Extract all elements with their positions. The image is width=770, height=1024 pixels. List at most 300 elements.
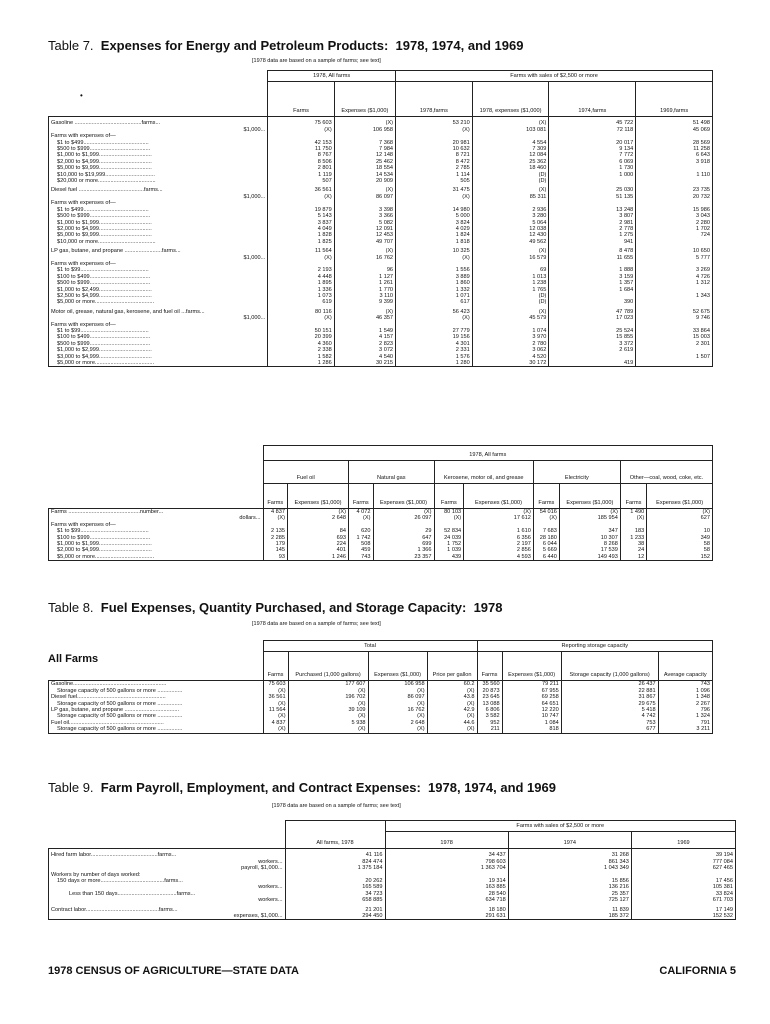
cell-value: 4 520 [472,354,549,360]
row-label: Storage capacity of 500 gallons or more ................ [57,726,183,733]
cell-value: (X) [472,306,549,315]
row-label: $1,000 to $2,499.................................. [57,286,152,293]
cell-value: 36 561 [263,694,288,700]
cell-value: 617 [396,299,473,305]
cell-value: 35 560 [477,681,502,688]
cell-value: 31 475 [396,184,473,193]
cell-value: 58 [647,541,713,547]
cell-value: 5 669 [533,547,559,553]
table7 [48,70,713,367]
cell-value: 401 [287,547,348,553]
cell-value: 11 655 [549,255,636,261]
cell-value: 1 860 [396,280,473,286]
cell-value: 2 193 [268,267,334,273]
cell-value: 23 735 [636,184,713,193]
cell-value: 8 767 [268,152,334,158]
row-label: $500 to $999....................................... [57,213,151,220]
t7-sub-col-farms: Farms [533,484,559,509]
row-label: $1,000... [243,126,266,133]
cell-value: 2 331 [396,347,473,353]
cell-value: 165 589 [285,884,385,890]
t7-sub-col-expenses: Expenses ($1,000) [464,484,534,509]
t7-hdr-sales: Farms with sales of $2,500 or more [396,71,713,82]
cell-value: (X) [427,713,477,719]
cell-value: (X) [287,509,348,516]
row-label: $500 to $999....................................... [57,146,151,153]
t9-hdr-allfarms: All farms, 1978 [285,821,385,849]
t8-hdr-expenses: Expenses ($1,000) [368,652,427,681]
cell-value: 185 372 [508,913,631,920]
t7-hdr-farms1978: 1978,farms [396,82,473,117]
cell-value: 459 [349,547,373,553]
t7-sub-title: 1978, All farms [263,446,713,461]
cell-value: 1 000 [549,172,636,178]
cell-value: 80 103 [434,509,464,516]
cell-value: 439 [434,554,464,561]
cell-value: 10 650 [636,245,713,254]
cell-value: 1 336 [268,287,334,293]
cell-value: 1 752 [434,541,464,547]
cell-value: (X) [427,688,477,694]
cell-value: 19 314 [385,878,508,884]
cell-value: 46 357 [334,315,395,321]
cell-value: 4 157 [334,334,395,340]
cell-value: 4 448 [268,274,334,280]
footer-census-title: 1978 CENSUS OF AGRICULTURE—STATE DATA [48,965,299,977]
t7-hdr-allfarms: 1978, All farms [268,71,396,82]
cell-value: 30 215 [334,360,395,367]
table-row [49,306,713,315]
cell-value: 3 918 [636,159,713,165]
cell-value: 8 478 [549,245,636,254]
table-row [49,360,713,367]
cell-value: 20 399 [268,334,334,340]
t8-hdr-expenses2: Expenses ($1,000) [502,652,561,681]
row-label: $1,000... [243,315,266,322]
cell-value: (X) [263,701,288,707]
t7-sub-col-expenses: Expenses ($1,000) [559,484,620,509]
table8 [48,640,713,734]
cell-value: 3 807 [549,213,636,219]
cell-value: 7 772 [549,152,636,158]
t7-hdr-farms: Farms [268,82,334,117]
cell-value: 18 554 [334,165,395,171]
row-label: Hired farm labor...........................................farms... [51,852,177,859]
cell-value: 51 135 [549,194,636,200]
cell-value: 1 702 [636,226,713,232]
cell-value: (D) [472,293,549,299]
table-row [49,681,713,688]
cell-value: 1 549 [334,328,395,334]
row-label: Diesel fuel......................................................... [51,694,166,701]
t7-sub-col-expenses: Expenses ($1,000) [373,484,434,509]
cell-value: 17 612 [464,515,534,521]
cell-value: 6 044 [533,541,559,547]
cell-value: 2 285 [263,535,287,541]
cell-value: 952 [477,720,502,726]
cell-value: 103 081 [472,127,549,133]
cell-value: 2 981 [549,220,636,226]
cell-value: 5 418 [561,707,658,713]
cell-value: 4 726 [636,274,713,280]
row-label: $1,000... [243,193,266,200]
cell-value: 1 073 [268,293,334,299]
cell-value: 43.8 [427,694,477,700]
cell-value: 13 248 [549,207,636,213]
row-label: $1 to $499.......................................... [57,206,149,213]
cell-value: 1 286 [268,360,334,367]
cell-value: 743 [349,554,373,561]
cell-value: 693 [287,535,348,541]
cell-value: 3 889 [396,274,473,280]
cell-value: (X) [268,127,334,133]
cell-value: 10 307 [559,535,620,541]
cell-value: 12 453 [334,232,395,238]
cell-value: 1 582 [268,354,334,360]
cell-value: 85 311 [472,194,549,200]
cell-value: 93 [263,554,287,561]
row-label: Storage capacity of 500 gallons or more ................ [57,687,183,694]
cell-value: 11 564 [268,245,334,254]
cell-value: 1 332 [396,287,473,293]
cell-value: 12 091 [334,226,395,232]
cell-value: 75 603 [263,681,288,688]
cell-value: 79 211 [502,681,561,688]
cell-value: 2 936 [472,207,549,213]
cell-value: 7 683 [533,528,559,534]
cell-value: 29 [373,528,434,534]
cell-value: 136 216 [508,884,631,890]
table-row [49,245,713,254]
row-label: $2,000 to $4,999.................................. [57,158,152,165]
cell-value: 6 806 [477,707,502,713]
t8-hdr-price: Price per gallon [427,652,477,681]
row-label: workers... [258,884,283,891]
row-label: Farms with expenses of— [51,133,116,140]
cell-value: 163 885 [385,884,508,890]
row-label: Motor oil, grease, natural gas, kerosene, and fuel oil ...farms... [51,308,205,315]
cell-value: 2 135 [263,528,287,534]
cell-value: 3 582 [477,713,502,719]
cell-value: 17 023 [549,315,636,321]
t7-sub-group-header: Natural gas [349,461,435,484]
row-label: $2,000 to $4,999.................................. [57,225,152,232]
t9-hdr-1974: 1974 [508,832,631,849]
cell-value: 8 506 [268,159,334,165]
t7-sub-group-header: Electricity [533,461,620,484]
cell-value: 1 366 [373,547,434,553]
cell-value: 1 556 [396,267,473,273]
cell-value: 4 049 [268,226,334,232]
cell-value: 1 312 [636,280,713,286]
cell-value: 1 127 [334,274,395,280]
cell-value: 152 [647,554,713,561]
cell-value: 3 159 [549,274,636,280]
cell-value: 1 357 [549,280,636,286]
cell-value: 2 619 [549,347,636,353]
cell-value: 1 074 [472,328,549,334]
cell-value: 634 718 [385,897,508,903]
cell-value: 75 603 [268,117,334,127]
cell-value: 185 954 [559,515,620,521]
t7-sub-group-header: Kerosene, motor oil, and grease [434,461,533,484]
cell-value: 507 [268,178,334,184]
cell-value: 1 684 [549,287,636,293]
cell-value: 1 610 [464,528,534,534]
row-label: Storage capacity of 500 gallons or more ................ [57,700,183,707]
cell-value: 725 127 [508,897,631,903]
cell-value: 56 423 [396,306,473,315]
t7-sub-col-expenses: Expenses ($1,000) [647,484,713,509]
row-label: $5,000 or more...................................... [57,299,154,306]
row-label: Farms with expenses of— [51,200,116,207]
cell-value: 25 362 [472,159,549,165]
cell-value: 4 360 [268,341,334,347]
cell-value: 1 233 [620,535,646,541]
row-label: Farms with expenses of— [51,260,116,267]
cell-value: (X) [368,688,427,694]
table-row [49,913,736,920]
cell-value: 26 097 [373,515,434,521]
cell-value: 1 730 [549,165,636,171]
row-label: Farms ..............................................number... [51,509,164,515]
cell-value: 1 096 [658,688,712,694]
cell-value: (X) [263,515,287,521]
cell-value: 17 456 [631,878,735,884]
cell-value: 52 675 [636,306,713,315]
row-label: expenses, $1,000... [233,913,283,920]
cell-value: (X) [427,701,477,707]
cell-value: 96 [334,267,395,273]
cell-value: 31 867 [561,694,658,700]
row-label: $100 to $499....................................... [57,334,151,341]
cell-value: 20 873 [477,688,502,694]
row-label: $1,000 to $2,999.................................. [57,347,152,354]
cell-value: 505 [396,178,473,184]
cell-value: 1 888 [549,267,636,273]
cell-value: 619 [268,299,334,305]
cell-value: 4 301 [396,341,473,347]
row-label: $5,000 to $9,999.................................. [57,165,152,172]
cell-value: 3 110 [334,293,395,299]
cell-value: 3 398 [334,207,395,213]
cell-value: 17 539 [559,547,620,553]
cell-value: 3 837 [268,220,334,226]
cell-value: 677 [561,726,658,733]
cell-value: 105 381 [631,884,735,890]
table9 [48,820,736,920]
cell-value: 3 366 [334,213,395,219]
cell-value: 34 437 [385,849,508,859]
cell-value: (X) [288,726,368,733]
cell-value: 11 839 [508,904,631,913]
cell-value: 16 762 [334,255,395,261]
cell-value: 508 [349,541,373,547]
cell-value: 724 [636,232,713,238]
cell-value: 60.2 [427,681,477,688]
cell-value: 28 180 [533,535,559,541]
cell-value: 4 029 [396,226,473,232]
cell-value: 671 703 [631,897,735,903]
t7-hdr-farms1969: 1969,farms [636,82,713,117]
cell-value: 54 016 [533,509,559,516]
cell-value: 1 261 [334,280,395,286]
row-label: $2,500 to $4,999.................................. [57,292,152,299]
cell-value: 42 153 [268,140,334,146]
cell-value: 64 651 [502,701,561,707]
table7-title: Table 7. Expenses for Energy and Petroleum Products: 1978, 1974, and 1969 [48,38,524,53]
cell-value: 10 [647,528,713,534]
cell-value: 3 043 [636,213,713,219]
cell-value: 4 593 [464,554,534,561]
cell-value: 1 324 [658,713,712,719]
cell-value: 658 885 [285,897,385,903]
cell-value: 8 268 [559,541,620,547]
cell-value: 12 084 [472,152,549,158]
cell-value: 80 116 [268,306,334,315]
row-label: LP gas, butane, and propane ................................... [51,707,180,714]
cell-value: 5 143 [268,213,334,219]
cell-value: 72 118 [549,127,636,133]
cell-value: 9 746 [636,315,713,321]
cell-value: 44.6 [427,720,477,726]
cell-value: 2 267 [658,701,712,707]
cell-value: 45 069 [636,127,713,133]
cell-value: 8 721 [396,152,473,158]
cell-value: 51 498 [636,117,713,127]
cell-value: 11 750 [268,146,334,152]
cell-value: 1 576 [396,354,473,360]
cell-value: 294 450 [285,913,385,920]
cell-value: 45 579 [472,315,549,321]
cell-value: 4 540 [334,354,395,360]
cell-value: 2 780 [472,341,549,347]
all-farms-heading: All Farms [48,653,99,665]
cell-value: 824 474 [285,859,385,865]
table-row [49,184,713,193]
t7-hdr-expenses: Expenses ($1,000) [334,82,395,117]
cell-value: 1 507 [636,354,713,360]
cell-value: 18 180 [385,904,508,913]
cell-value: 84 [287,528,348,534]
t7-sub-col-expenses: Expenses ($1,000) [287,484,348,509]
cell-value: 1 895 [268,280,334,286]
t8-hdr-farms: Farms [263,652,288,681]
cell-value: 24 039 [434,535,464,541]
row-label: $5,000 or more...................................... [57,553,154,560]
row-label: $5,000 to $9,999.................................. [57,232,152,239]
row-label: $1,000 to $1,999.................................. [57,219,152,226]
cell-value: 753 [561,720,658,726]
cell-value: 28 569 [636,140,713,146]
cell-value: 14 534 [334,172,395,178]
cell-value: (X) [427,726,477,733]
cell-value: 6 356 [464,535,534,541]
row-label: $2,000 to $4,999.................................. [57,547,152,554]
cell-value: 9 134 [549,146,636,152]
cell-value: 29 675 [561,701,658,707]
cell-value: 1 275 [549,232,636,238]
cell-value: 699 [373,541,434,547]
cell-value: 1 343 [636,293,713,299]
cell-value: 86 097 [334,194,395,200]
cell-value: 291 631 [385,913,508,920]
t9-hdr-1978: 1978 [385,832,508,849]
cell-value: 2 778 [549,226,636,232]
t8-hdr-farms2: Farms [477,652,502,681]
cell-value: 33 824 [631,891,735,897]
cell-value: 22 881 [561,688,658,694]
cell-value: 1 119 [268,172,334,178]
table-row [49,509,713,516]
cell-value: 24 [620,547,646,553]
cell-value: 2 301 [636,341,713,347]
t8-hdr-total: Total [263,641,477,652]
cell-value: (X) [334,245,395,254]
cell-value: 3 970 [472,334,549,340]
cell-value: (X) [533,515,559,521]
cell-value: (D) [472,178,549,184]
cell-value: 25 524 [549,328,636,334]
cell-value: 3 372 [549,341,636,347]
cell-value: 2 197 [464,541,534,547]
cell-value: 19 156 [396,334,473,340]
t7-sub-col-farms: Farms [263,484,287,509]
cell-value: 7 309 [472,146,549,152]
cell-value: 12 430 [472,232,549,238]
cell-value: 31 268 [508,849,631,859]
cell-value: 4 837 [263,509,287,516]
cell-value: 69 [472,267,549,273]
cell-value: (X) [373,509,434,516]
cell-value: (X) [288,701,368,707]
cell-value: 818 [502,726,561,733]
cell-value: (X) [349,515,373,521]
t7-sub-group-header: Other—coal, wood, coke, etc. [620,461,712,484]
cell-value: 196 702 [288,694,368,700]
cell-value: 12 148 [334,152,395,158]
cell-value: 106 958 [368,681,427,688]
cell-value: 743 [658,681,712,688]
table-row [49,117,713,127]
t9-hdr-sales: Farms with sales of $2,500 or more [385,821,736,832]
cell-value: 4 837 [263,720,288,726]
cell-value: 45 722 [549,117,636,127]
cell-value: 3 062 [472,347,549,353]
row-label: Contract labor...............................................farms... [51,906,178,913]
cell-value: (X) [263,713,288,719]
cell-value: 1 363 704 [385,865,508,871]
cell-value: 12 038 [472,226,549,232]
cell-value: 12 [620,554,646,561]
cell-value: (X) [334,117,395,127]
cell-value: 58 [647,547,713,553]
cell-value: 1 043 349 [508,865,631,871]
cell-value: 9 399 [334,299,395,305]
t7-sub-col-farms: Farms [620,484,646,509]
cell-value: (X) [472,245,549,254]
t7-sub-col-farms: Farms [349,484,373,509]
row-label: Gasoline ...........................................farms... [51,120,161,127]
cell-value: 2 785 [396,165,473,171]
t8-hdr-reporting: Reporting storage capacity [477,641,713,652]
cell-value: 3 211 [658,726,712,733]
cell-value: 7 984 [334,146,395,152]
cell-value: 3 280 [472,213,549,219]
cell-value: 777 084 [631,859,735,865]
cell-value: 39 109 [288,707,368,713]
cell-value: 791 [658,720,712,726]
